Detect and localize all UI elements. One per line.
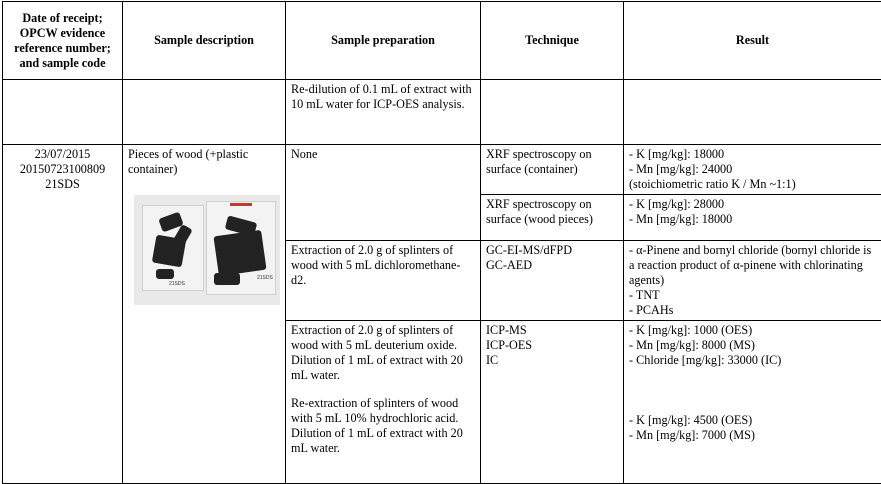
technique-line: ICP-MS: [486, 323, 618, 338]
technique-line: ICP-OES: [486, 338, 618, 353]
cell-empty: [123, 80, 286, 145]
spacer: [629, 368, 876, 413]
cell-empty: [3, 80, 123, 145]
preparation-text: Re-extraction of splinters of wood with 5 mL 10% hydrochloric acid. Dilution of 1 mL of extract with 20 mL water.: [291, 396, 475, 456]
receipt-date: 23/07/2015: [8, 147, 117, 162]
continuation-row: [3, 80, 881, 145]
technique-cell: [481, 241, 624, 321]
preparation-text: Extraction of 2.0 g of splinters of wood with 5 mL deuterium oxide. Dilution of 1 mL of extract with 20 mL water.: [291, 323, 475, 383]
result-cell: [624, 195, 881, 241]
evidence-reference-number: 20150723100809: [8, 162, 117, 177]
sample-id-cell: [3, 145, 123, 484]
bag-label: 21SDS: [256, 275, 274, 281]
result-line: - K [mg/kg]: 1000 (OES): [629, 323, 876, 338]
technique-line: IC: [486, 353, 618, 368]
wood-piece: [156, 269, 174, 279]
cell-empty: [624, 80, 881, 145]
technique-cell: [481, 321, 624, 484]
result-line: - Mn [mg/kg]: 18000: [629, 212, 876, 227]
technique-cell: XRF spectroscopy on surface (wood pieces): [481, 195, 624, 241]
result-cell: [624, 145, 881, 195]
result-line: - K [mg/kg]: 28000: [629, 197, 876, 212]
header-row: [3, 2, 881, 80]
result-line: - Mn [mg/kg]: 8000 (MS): [629, 338, 876, 353]
preparation-cell: Re-dilution of 0.1 mL of extract with 10 mL water for ICP-OES analysis.: [286, 80, 481, 145]
result-cell: [624, 241, 881, 321]
header-sample-preparation: Sample preparation: [286, 2, 481, 80]
wood-piece: [213, 230, 266, 276]
sample-description-cell: [123, 145, 286, 484]
preparation-cell: None: [286, 145, 481, 241]
result-line: - Mn [mg/kg]: 7000 (MS): [629, 428, 876, 443]
cell-empty: [481, 80, 624, 145]
wood-piece: [214, 273, 240, 285]
result-line: - Chloride [mg/kg]: 33000 (IC): [629, 353, 876, 368]
header-technique: Technique: [481, 2, 624, 80]
result-line: - α-Pinene and bornyl chloride (bornyl chloride is a reaction product of α-pinene with chlorinating agents): [629, 243, 876, 288]
result-line: - PCAHs: [629, 303, 876, 318]
table-row: [3, 145, 881, 195]
spacer: [291, 383, 475, 396]
result-line: - TNT: [629, 288, 876, 303]
technique-line: GC-EI-MS/dFPD: [486, 243, 618, 258]
header-sample-description: Sample description: [123, 2, 286, 80]
result-line: - K [mg/kg]: 4500 (OES): [629, 413, 876, 428]
result-line: (stoichiometric ratio K / Mn ~1:1): [629, 177, 876, 192]
header-date-reference-code: Date of receipt; OPCW evidence reference number; and sample code: [3, 2, 123, 80]
header-result: Result: [624, 2, 881, 80]
bag-label: 21SDS: [168, 281, 186, 287]
evidence-table: [2, 1, 881, 484]
sample-photo-icon: [134, 195, 280, 305]
result-cell: [624, 321, 881, 484]
result-line: - Mn [mg/kg]: 24000: [629, 162, 876, 177]
technique-line: GC-AED: [486, 258, 618, 273]
preparation-cell: [286, 321, 481, 484]
sample-description: Pieces of wood (+plastic container): [128, 147, 280, 177]
technique-cell: XRF spectroscopy on surface (container): [481, 145, 624, 195]
sample-code: 21SDS: [8, 177, 117, 192]
bag-seal: [230, 203, 252, 206]
preparation-cell: Extraction of 2.0 g of splinters of wood with 5 mL dichloromethane-d2.: [286, 241, 481, 321]
result-line: - K [mg/kg]: 18000: [629, 147, 876, 162]
